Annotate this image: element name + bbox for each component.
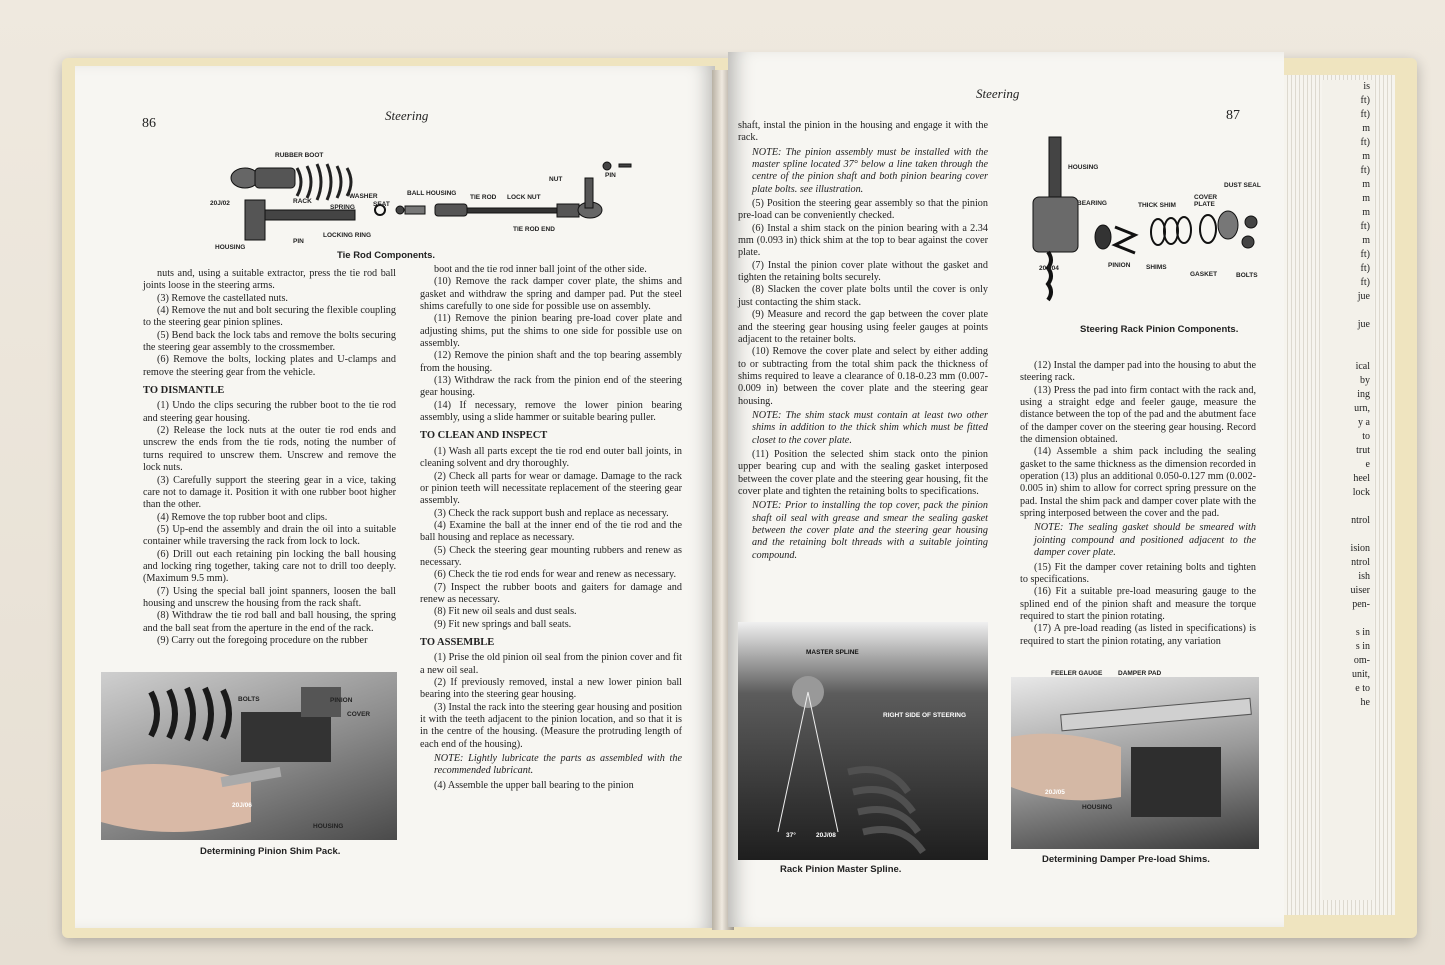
text-column-left: [143, 268, 396, 647]
paragraph: (9) Fit new springs and ball seats.: [434, 618, 572, 630]
underlying-text-fragment: uiser: [1350, 585, 1370, 596]
underlying-text-fragment: [1322, 528, 1374, 542]
label-right-side-of-steering: RIGHT SIDE OF STEERING: [883, 712, 967, 719]
left-page: [75, 66, 715, 928]
label-20j04: 20J/04: [1039, 265, 1059, 272]
paragraph: (9) Measure and record the gap between the cover plate and the steering gear housing using feeler gauges at points adjacent to the retainer bolts.: [738, 309, 988, 345]
underlying-text-fragment: jue: [1357, 319, 1370, 330]
figure-caption: Steering Rack Pinion Components.: [1080, 324, 1239, 335]
paragraph: (6) Drill out each retaining pin locking the ball housing and locking ring together, taking care not to drill too deeply. (Maximum 9.5 mm).: [143, 548, 396, 585]
underlying-text-fragment: lock: [1352, 487, 1370, 498]
underlying-text-fragment: ft): [1360, 109, 1370, 120]
underlying-text-fragment: [1322, 500, 1374, 514]
paragraph: (7) Inspect the rubber boots and gaiters for damage and renew as necessary.: [420, 581, 682, 605]
underlying-text-fragment: m: [1362, 207, 1370, 218]
underlying-text-fragment: m: [1362, 123, 1370, 134]
paragraph: (3) Check the rack support bush and replace as necessary.: [434, 507, 669, 519]
underlying-text-fragment: e: [1365, 459, 1370, 470]
paragraph: (7) Instal the pinion cover plate without the gasket and tighten the retaining bolts securely.: [738, 259, 988, 284]
underlying-text-fragment: s in: [1355, 627, 1370, 638]
label-tie-rod: TIE ROD: [470, 194, 497, 201]
paragraph: (13) Withdraw the rack from the pinion end of the steering gear housing.: [420, 375, 682, 399]
text-column-left: [738, 120, 988, 564]
label-bolts: BOLTS: [238, 696, 260, 703]
section-heading: TO CLEAN AND INSPECT: [420, 430, 548, 442]
label-thick-shim: THICK SHIM: [1138, 202, 1176, 209]
label-bolts: BOLTS: [1236, 272, 1258, 279]
note-paragraph: NOTE: Prior to installing the top cover, pack the pinion shaft oil seal with grease and smear the sealing gasket between the cover plate and the steering gear housing and the retaining bolt threads with a suitable jointing compound.: [752, 500, 988, 561]
paragraph: (1) Prise the old pinion oil seal from the pinion cover and fit a new oil seal.: [420, 652, 682, 676]
tie-rod-components-diagram: [205, 138, 635, 268]
paragraph: (11) Position the selected shim stack onto the pinion upper bearing cup and with the sealing gasket interposed between the cover plate and the steering gear housing, fit the cover plate and tighten the retaining bolts to specifications.: [738, 448, 988, 497]
underlying-text-fragment: ing: [1357, 389, 1370, 400]
underlying-text-fragment: ft): [1360, 165, 1370, 176]
underlying-text-fragment: he: [1360, 697, 1370, 708]
label-20j06: 20J/06: [232, 802, 252, 809]
figure-caption: Tie Rod Components.: [337, 250, 435, 261]
master-spline-photo-detail: [738, 622, 988, 860]
paragraph: (4) Remove the nut and bolt securing the flexible coupling to the steering gear pinion splines.: [143, 305, 396, 329]
label-cover-plate: COVER PLATE: [1194, 194, 1218, 208]
label-nut: NUT: [549, 176, 563, 183]
paragraph: (9) Carry out the foregoing procedure on the rubber: [157, 634, 368, 646]
underlying-text-fragment: m: [1362, 235, 1370, 246]
underlying-text-fragment: jue: [1357, 291, 1370, 302]
paragraph: (15) Fit the damper cover retaining bolts and tighten to specifications.: [1020, 561, 1256, 585]
underlying-text-fragment: y a: [1358, 417, 1370, 428]
underlying-text-fragment: is: [1363, 81, 1370, 92]
paragraph: (5) Position the steering gear assembly so that the pinion pre-load can be conveniently checked.: [738, 198, 988, 222]
label-20j02: 20J/02: [210, 200, 230, 207]
underlying-text-fragment: [1322, 612, 1374, 626]
label-housing: HOUSING: [1082, 804, 1113, 811]
label-housing: HOUSING: [1068, 164, 1099, 171]
note-paragraph: NOTE: The sealing gasket should be smeared with jointing compound and positioned adjacent to the damper cover plate.: [1034, 522, 1256, 559]
label-spring: SPRING: [330, 204, 355, 211]
underlying-text-fragment: [1322, 346, 1374, 360]
underlying-text-fragment: heel: [1353, 473, 1370, 484]
underlying-text-fragment: ft): [1360, 95, 1370, 106]
underlying-text-fragment: ft): [1360, 249, 1370, 260]
paragraph: (6) Check the tie rod ends for wear and renew as necessary.: [434, 569, 677, 581]
label-ball-housing: BALL HOUSING: [407, 190, 457, 197]
underlying-text-fragment: trut: [1356, 445, 1370, 456]
note-paragraph: NOTE: Lightly lubricate the parts as assembled with the recommended lubricant.: [434, 753, 682, 777]
underlying-text-fragment: om-: [1353, 655, 1370, 666]
paragraph: (3) Instal the rack into the steering gear housing and position it with the teeth adjacent to the pinion location, and so that it is in the centre of the housing. (Measure the protruding length of each end of the housing).: [420, 701, 682, 750]
damper-preload-photo-detail: [1011, 677, 1259, 849]
label-rubber-boot: RUBBER BOOT: [275, 152, 324, 159]
text-column-right: [420, 264, 682, 792]
label-gasket: GASKET: [1190, 271, 1218, 278]
label-feeler-gauge: FEELER GAUGE: [1051, 670, 1103, 677]
paragraph: (16) Fit a suitable pre-load measuring gauge to the splined end of the pinion shaft and measure the torque required to start the pinion rotating.: [1020, 586, 1256, 622]
underlying-text-fragment: ft): [1360, 277, 1370, 288]
paragraph: (6) Remove the bolts, locking plates and U-clamps and remove the steering gear from the vehicle.: [143, 354, 396, 378]
label-pin-2: PIN: [293, 238, 304, 245]
paragraph: shaft, instal the pinion in the housing and engage it with the rack.: [738, 120, 988, 144]
figure-caption: Determining Pinion Shim Pack.: [200, 846, 341, 857]
underlying-text-fragment: ish: [1358, 571, 1370, 582]
paragraph: (2) Release the lock nuts at the outer tie rod ends and unscrew the ends from the tie rods, noting the number of turns required to unscrew them. Unscrew and remove the lock nuts.: [143, 425, 396, 474]
label-seat: SEAT: [373, 201, 390, 208]
label-tie-rod-end: TIE ROD END: [513, 226, 555, 233]
underlying-text-fragment: pen-: [1352, 599, 1370, 610]
section-heading: TO DISMANTLE: [143, 385, 225, 397]
note-paragraph: NOTE: The shim stack must contain at least two other shims in addition to the thick shim which must be fitted closet to the cover plate.: [752, 409, 988, 446]
label-housing: HOUSING: [215, 244, 246, 251]
underlying-text-fragment: ision: [1350, 543, 1370, 554]
note-paragraph: NOTE: The pinion assembly must be installed with the master spline located 37° below a line taken through the centre of the pinion shaft and both pinion bearing cover plate bolts. see illustration.: [752, 146, 988, 195]
label-37-degrees: 37°: [786, 832, 796, 839]
label-damper-pad: DAMPER PAD: [1118, 670, 1162, 677]
label-housing: HOUSING: [313, 823, 344, 830]
paragraph: (4) Examine the ball at the inner end of the tie rod and the ball housing and replace as necessary.: [420, 519, 682, 544]
label-cover: COVER: [347, 711, 371, 718]
paragraph: (2) Check all parts for wear or damage. Damage to the rack or pinion teeth will necessitate replacement of the steering gear assembly.: [420, 470, 682, 507]
paragraph: (1) Wash all parts except the tie rod end outer ball joints, in cleaning solvent and dry thoroughly.: [420, 445, 682, 470]
label-shims: SHIMS: [1146, 264, 1167, 271]
paragraph: (8) Slacken the cover plate bolts until the cover is only just contacting the shim stack.: [738, 284, 988, 308]
paragraph: boot and the tie rod inner ball joint of the other side.: [434, 264, 647, 275]
underlying-text-fragment: s in: [1355, 641, 1370, 652]
label-bearing: BEARING: [1077, 200, 1107, 207]
paragraph: (5) Bend back the lock tabs and remove the bolts securing the steering gear assembly to the crossmember.: [143, 329, 396, 354]
label-washer: WASHER: [349, 193, 378, 200]
label-lock-nut: LOCK NUT: [507, 194, 541, 201]
label-rack: RACK: [293, 198, 312, 205]
paragraph: (14) Assemble a shim pack including the sealing gasket to the same thickness as the dimension recorded in operation (13) plus an additional 0.050-0.127 mm (0.002-0.005 in) shim to allow for correct spring pressure on the pad. Instal the shim pack and damper cover plate with the spring interposed between the cover and the pad.: [1020, 446, 1256, 520]
underlying-text-fragment: ntrol: [1351, 557, 1370, 568]
paragraph: (17) A pre-load reading (as listed in specifications) is required to start the pinion rotating, any variation: [1020, 623, 1256, 647]
label-master-spline: MASTER SPLINE: [806, 649, 859, 656]
paragraph: (6) Instal a shim stack on the pinion bearing with a 2.34 mm (0.093 in) thick shim at the top to bear against the cover plate.: [738, 222, 988, 259]
paragraph: nuts and, using a suitable extractor, press the tie rod ball joints loose in the steering arms.: [143, 268, 396, 292]
label-dust-seal: DUST SEAL: [1224, 182, 1261, 189]
underlying-text-fragment: m: [1362, 179, 1370, 190]
underlying-text-fragment: m: [1362, 151, 1370, 162]
paragraph: (7) Using the special ball joint spanners, loosen the ball housing and unscrew the housing from the rack shaft.: [143, 585, 396, 609]
underlying-text-fragment: ft): [1360, 221, 1370, 232]
label-pin: PIN: [605, 172, 616, 179]
paragraph: (11) Remove the pinion bearing pre-load cover plate and adjusting shims, put the shims to one side for possible use on assembly.: [420, 313, 682, 350]
paragraph: (2) If previously removed, instal a new lower pinion ball bearing into the steering gear housing.: [420, 677, 682, 701]
paragraph: (10) Remove the rack damper cover plate, the shims and gasket and withdraw the spring and damper pad. Put the steel shims carefully to one side for possible use on assembly.: [420, 276, 682, 313]
section-heading: TO ASSEMBLE: [420, 636, 495, 648]
paragraph: (5) Up-end the assembly and drain the oil into a suitable container while traversing the rack from lock to lock.: [143, 523, 396, 548]
paragraph: (5) Check the steering gear mounting rubbers and renew as necessary.: [420, 544, 682, 568]
pinion-components-diagram: [1023, 127, 1273, 307]
paragraph: (3) Carefully support the steering gear in a vice, taking care not to damage it. Position it with one rubber boot higher than the other.: [143, 474, 396, 511]
underlying-text-fragment: by: [1360, 375, 1370, 386]
running-head: Steering: [976, 86, 1020, 101]
damper-preload-photo: [1011, 677, 1259, 849]
underlying-text-fragment: unit,: [1351, 669, 1370, 680]
running-head: Steering: [385, 108, 429, 123]
underlying-text-fragment: to: [1362, 431, 1370, 442]
label-20j08: 20J/08: [816, 832, 836, 839]
underlying-text-fragment: urn,: [1354, 403, 1370, 414]
page-number: 86: [142, 116, 156, 131]
figure-caption: Determining Damper Pre-load Shims.: [1042, 854, 1210, 865]
label-pinion: PINION: [1108, 262, 1131, 269]
right-page: [728, 52, 1284, 927]
paragraph: (4) Assemble the upper ball bearing to the pinion: [434, 779, 634, 791]
page-number: 87: [1226, 108, 1240, 123]
underlying-text-fragment: m: [1362, 193, 1370, 204]
underlying-text-fragment: e to: [1355, 683, 1370, 694]
underlying-text-fragment: ft): [1360, 263, 1370, 274]
label-pinion: PINION: [330, 697, 353, 704]
paragraph: (10) Remove the cover plate and select by either adding to or subtracting from the total shim pack the thickness of shims required to leave a clearance of 0.18-0.23 mm (0.007-0.009 in) between the cover plate and the steering gear housing.: [738, 346, 988, 407]
paragraph: (3) Remove the castellated nuts.: [157, 292, 288, 304]
underlying-page: [1322, 80, 1374, 900]
paragraph: (13) Press the pad into firm contact with the rack and, using a straight edge and feeler gauge, measure the distance between the top of the pad and the abutment face of the damper cover on the steering gear housing. Record the dimension obtained.: [1020, 384, 1256, 446]
master-spline-photo: [738, 622, 988, 860]
underlying-text-fragment: ntrol: [1351, 515, 1370, 526]
paragraph: (8) Fit new oil seals and dust seals.: [434, 606, 577, 618]
paragraph: (1) Undo the clips securing the rubber boot to the tie rod and steering gear housing.: [143, 400, 396, 424]
paragraph: (12) Remove the pinion shaft and the top bearing assembly from the housing.: [420, 350, 682, 374]
label-20j05: 20J/05: [1045, 789, 1065, 796]
paragraph: (4) Remove the top rubber boot and clips.: [157, 511, 328, 523]
underlying-text-fragment: ft): [1360, 137, 1370, 148]
figure-caption: Rack Pinion Master Spline.: [780, 864, 902, 875]
text-column-right: [1020, 360, 1256, 648]
paragraph: (12) Instal the damper pad into the housing to abut the steering rack.: [1020, 360, 1256, 384]
underlying-text-fragment: [1322, 304, 1374, 318]
paragraph: (8) Withdraw the tie rod ball and ball housing, the spring and the ball seat from the aperture in the end of the rack.: [143, 610, 396, 634]
underlying-text-fragment: [1322, 332, 1374, 346]
label-locking-ring: LOCKING RING: [323, 232, 372, 239]
paragraph: (14) If necessary, remove the lower pinion bearing assembly, using a slide hammer or suitable bearing puller.: [420, 399, 682, 424]
underlying-text-fragment: ical: [1355, 361, 1370, 372]
